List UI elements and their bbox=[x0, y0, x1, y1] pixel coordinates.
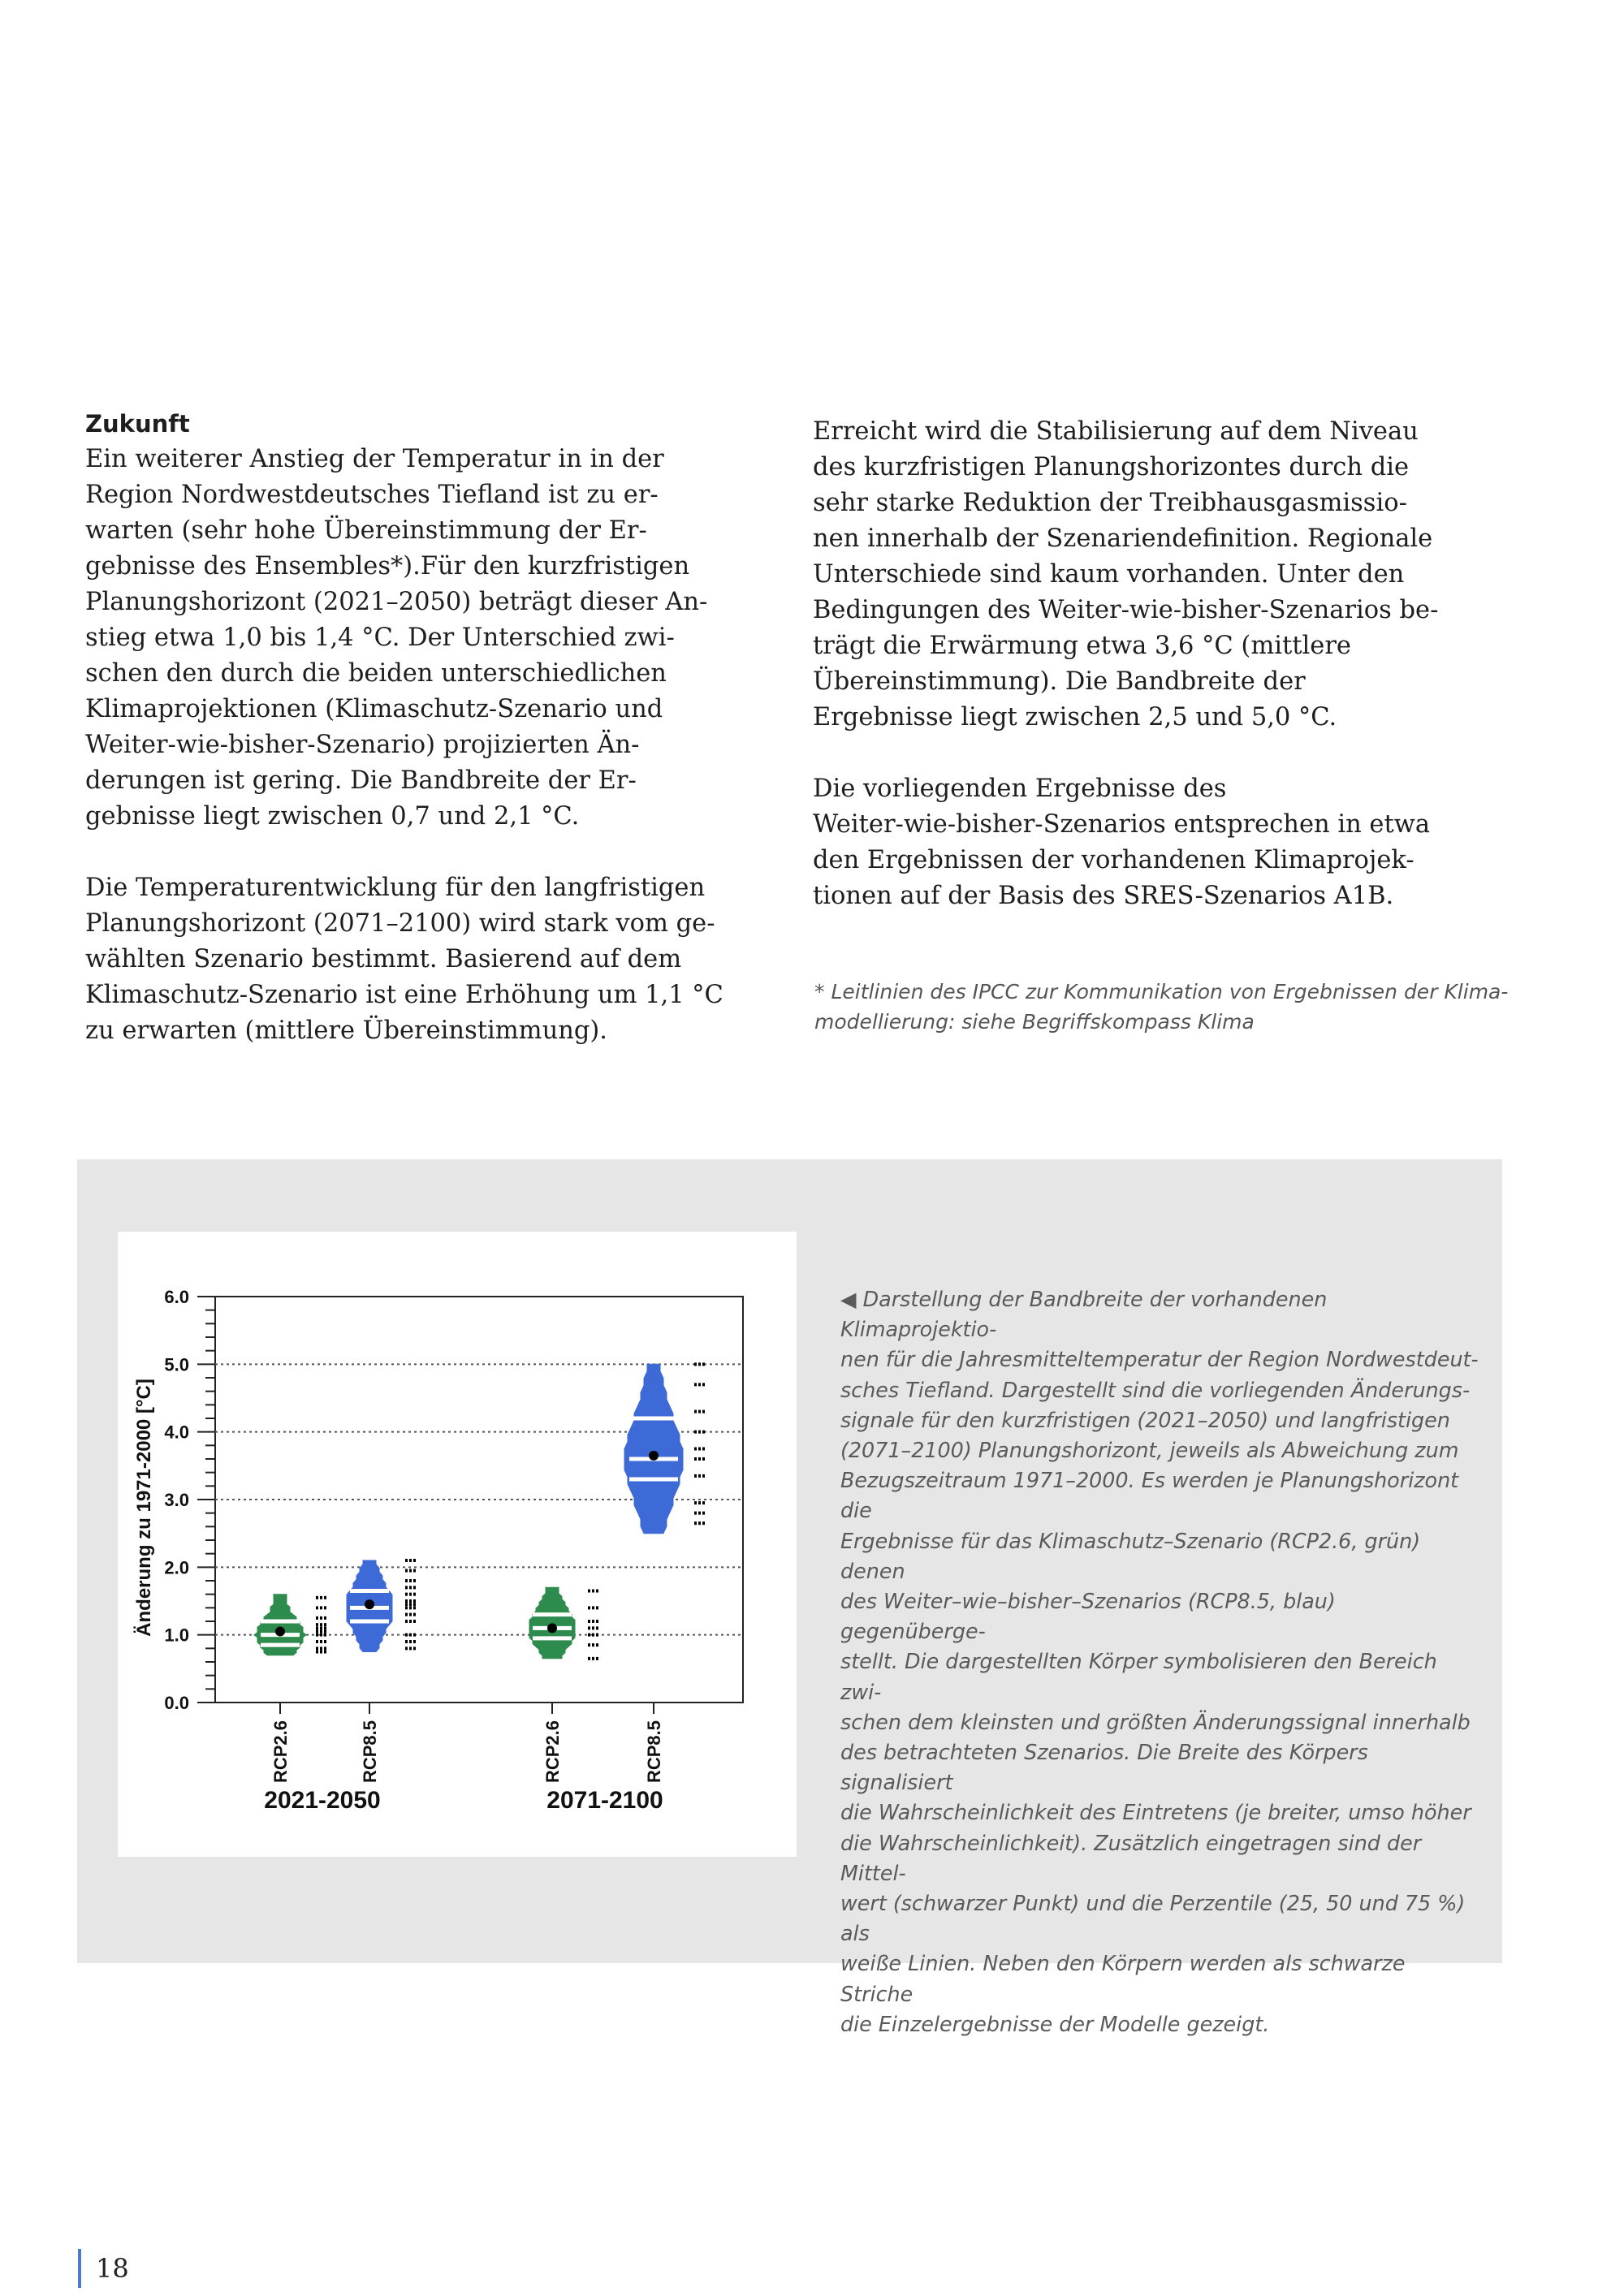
y-tick-label: 1.0 bbox=[164, 1625, 189, 1646]
x-series-label: RCP8.5 bbox=[360, 1720, 380, 1784]
x-group-label: 2071-2100 bbox=[546, 1787, 663, 1814]
longterm-paragraph: Die Temperaturentwicklung für den langfristigen Planungshorizont (2071–2100) wird stark vom ge- wählten Szenario bestimmt. Basierend auf dem Klimaschutz-Szenario ist eine Erhöhung um 1,1 °C zu erwarten (mittlere Übereinstimmung). bbox=[85, 874, 723, 1045]
y-tick-label: 2.0 bbox=[164, 1557, 189, 1578]
stabilisation-paragraph: Erreicht wird die Stabilisierung auf dem Niveau des kurzfristigen Planungshorizontes durch die sehr starke Reduktion der Treibhausgasmissio- nen innerhalb der Szenariendefinition. Regionale Unterschiede sind kaum vorhanden. Unter den Bedingungen des Weiter-wie-bisher-Szenarios be- trägt die Erwärmung etwa 3,6 °C (mittlere Übereinstimmung). Die Bandbreite der Ergebnisse liegt zwischen 2,5 und 5,0 °C. bbox=[813, 417, 1439, 732]
y-tick-label: 3.0 bbox=[164, 1490, 189, 1510]
chart-container bbox=[118, 1232, 797, 1857]
mean-dot bbox=[649, 1451, 659, 1461]
y-tick-label: 0.0 bbox=[164, 1693, 189, 1713]
mean-dot bbox=[275, 1627, 285, 1637]
y-tick-label: 5.0 bbox=[164, 1354, 189, 1375]
right-column bbox=[813, 414, 1527, 914]
y-axis-label: Änderung zu 1971-2000 [°C] bbox=[133, 1379, 155, 1637]
violin-chart bbox=[118, 1232, 797, 1857]
x-group-label: 2021-2050 bbox=[264, 1787, 381, 1814]
violin-rcp26-2071-2100 bbox=[529, 1587, 575, 1659]
x-series-label: RCP8.5 bbox=[644, 1720, 664, 1784]
intro-paragraph: Ein weiterer Anstieg der Temperatur in in der Region Nordwestdeutsches Tiefland ist zu er- warten (sehr hohe Übereinstimmung der Er- gebnisse des Ensembles*).Für den kurzfristigen Planungshorizont (2021–2050) beträgt dieser An- stieg etwa 1,0 bis 1,4 °C. Der Unterschied zwi- schen den durch die beiden unterschiedlichen Klimaprojektionen (Klimaschutz-Szenario und Weiter-wie-bisher-Szenario) projizierten Än- derungen ist gering. Die Bandbreite der Er- gebnisse liegt zwischen 0,7 und 2,1 °C. bbox=[85, 445, 708, 831]
x-series-label: RCP2.6 bbox=[542, 1720, 563, 1784]
mean-dot bbox=[547, 1623, 557, 1633]
left-column bbox=[85, 406, 775, 1049]
x-series-label: RCP2.6 bbox=[270, 1720, 291, 1784]
page-number: 18 bbox=[78, 2249, 129, 2288]
sres-paragraph: Die vorliegenden Ergebnisse des Weiter-wie-bisher-Szenarios entsprechen in etwa den Ergebnissen der vorhandenen Klimaprojek- tionen auf der Basis des SRES-Szenarios A1B. bbox=[813, 775, 1431, 910]
mean-dot bbox=[365, 1599, 374, 1609]
figure-caption: ◀ Darstellung der Bandbreite der vorhandenen Klimaprojektio- nen für die Jahresmitteltemperatur der Region Nordwestdeut- sches Tiefland. Dargestellt sind die vorliegenden Änderungs- signale für den kurzfristigen (2021–2050) und langfristigen (2071–2100) Planungshorizont, jeweils als Abweichung zum Bezugszeitraum 1971–2000. Es werden je Planungshorizont die Ergebnisse für das Klimaschutz–Szenario (RCP2.6, grün) denen des Weiter–wie–bisher–Szenarios (RCP8.5, blau) gegenüberge- stellt. Die dargestellten Körper symbolisieren den Bereich zwi- schen dem kleinsten und größten Änderungssignal innerhalb des betrachteten Szenarios. Die Breite des Körpers signalisiert die Wahrscheinlichkeit des Eintretens (je breiter, umso höher die Wahrscheinlichkeit). Zusätzlich eingetragen sind der Mittel- wert (schwarzer Punkt) und die Perzentile (25, 50 und 75 %) als weiße Linien. Neben den Körpern werden als schwarze Striche die Einzelergebnisse der Modelle gezeigt. bbox=[840, 1287, 1479, 2036]
y-tick-label: 4.0 bbox=[164, 1422, 189, 1443]
violin-rcp85-2071-2100 bbox=[624, 1364, 683, 1533]
footnote: * Leitlinien des IPCC zur Kommunikation von Ergebnissen der Klima- modellierung: siehe Begriffskompass Klima bbox=[814, 980, 1509, 1034]
y-tick-label: 6.0 bbox=[164, 1287, 189, 1307]
section-heading: Zukunft bbox=[85, 410, 190, 438]
